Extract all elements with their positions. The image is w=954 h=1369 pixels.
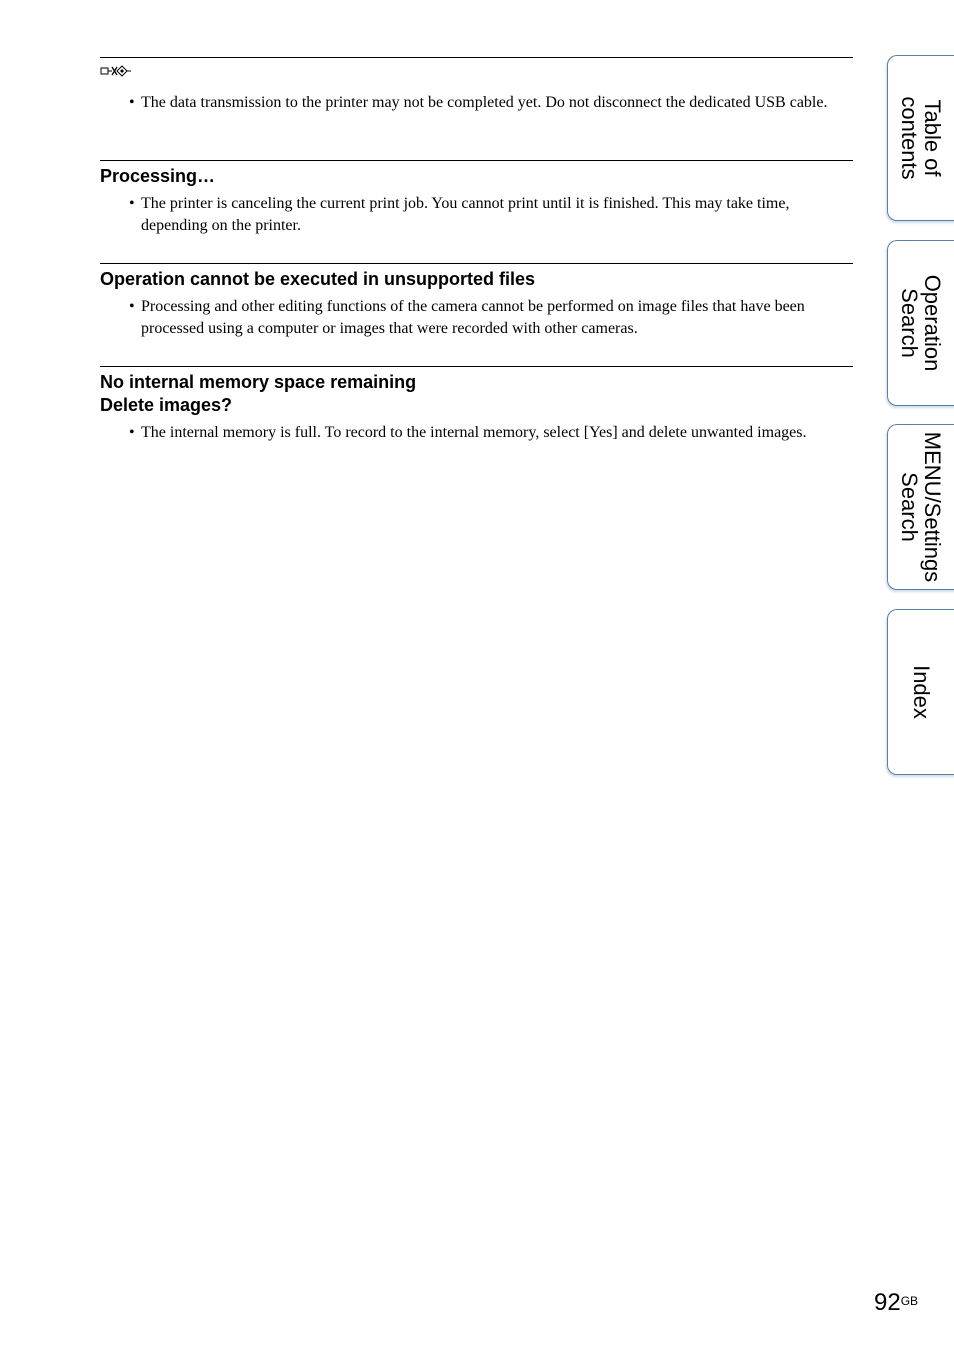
section-internal-memory xyxy=(100,366,853,444)
section-heading: Processing… xyxy=(100,166,216,186)
icon-row xyxy=(100,58,853,84)
section-heading: No internal memory space remaining xyxy=(100,372,417,392)
page-number: $92^{GB}$ xyxy=(874,1289,919,1316)
section-heading: Operation cannot be executed in unsupported files xyxy=(100,269,536,289)
tab-operation-search[interactable]: Operation Search xyxy=(887,240,954,406)
page-number-suffix: GB xyxy=(900,1294,919,1308)
tab-table-of-contents[interactable]: Table of contents xyxy=(887,55,954,221)
tab-menu-settings-search[interactable]: MENU/Settings Search xyxy=(887,424,954,590)
section-heading: Delete images? xyxy=(100,395,233,415)
bullet-item: • The data transmission to the printer may not be completed yet. Do not disconnect the dedicated USB cable. xyxy=(129,94,828,111)
bullet-item: • The printer is canceling the current print job. You cannot print until it is finished. This may take time, depending on the printer. xyxy=(129,195,790,234)
usb-disconnect-icon xyxy=(100,64,132,78)
bullet-item: • Processing and other editing functions of the camera cannot be performed on image files that have been processed using a computer or images that were recorded with other cameras. xyxy=(129,298,805,337)
bullet-item: • The internal memory is full. To record to the internal memory, select [Yes] and delete unwanted images. xyxy=(129,424,807,441)
tab-index[interactable]: Index xyxy=(887,609,954,775)
section-processing xyxy=(100,160,853,237)
section-unsupported-files xyxy=(100,263,853,340)
section-usb-transmission xyxy=(100,57,853,114)
